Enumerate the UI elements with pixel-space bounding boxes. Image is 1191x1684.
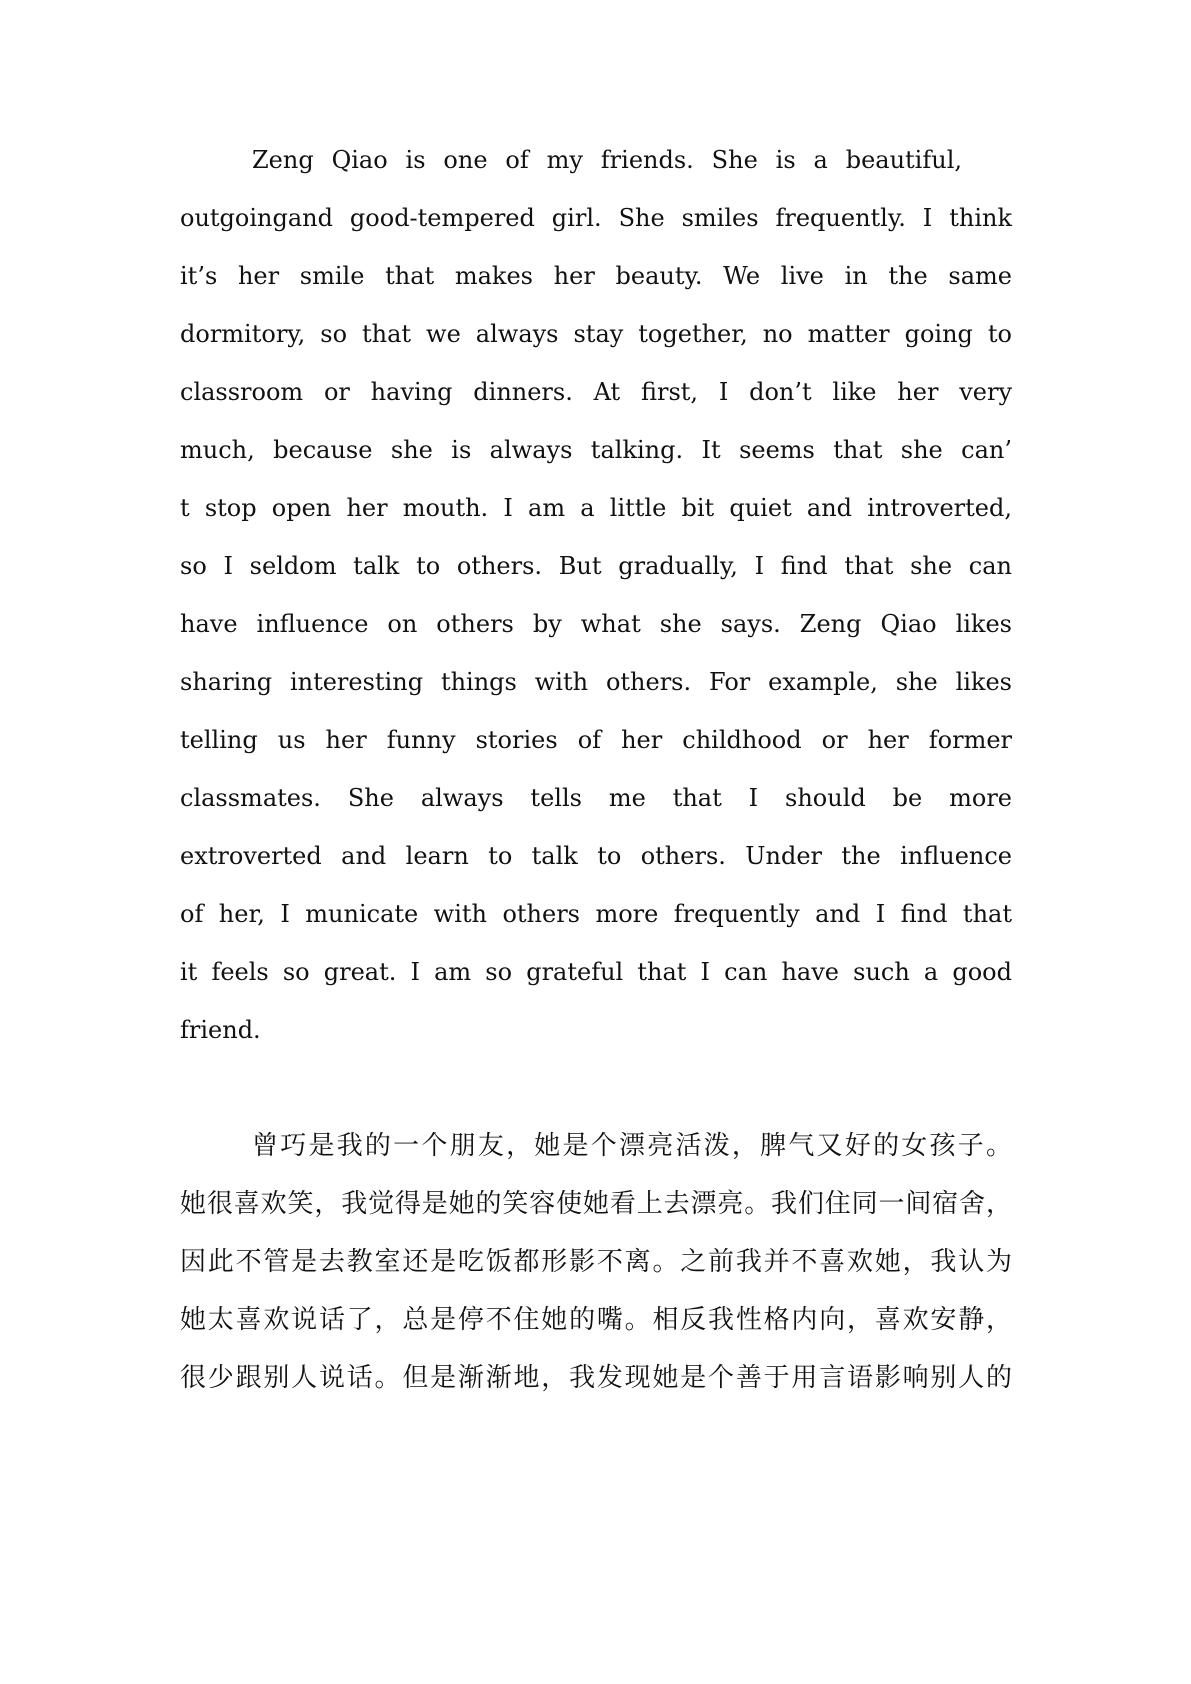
- text-line: much, because she is always talking. It seems that she can’: [180, 436, 1012, 464]
- text-line: telling us her funny stories of her childhood or her former: [180, 726, 1012, 754]
- text-line: dormitory, so that we always stay together, no matter going to: [180, 320, 1012, 348]
- text-line: Zeng Qiao is one of my friends. She is a beautiful,: [252, 146, 962, 174]
- text-line: sharing interesting things with others. For example, she likes: [180, 668, 1012, 696]
- text-line: of her, I municate with others more frequently and I find that: [180, 900, 1012, 928]
- text-line: extroverted and learn to talk to others. Under the influence: [180, 842, 1012, 870]
- text-line: classroom or having dinners. At first, I don’t like her very: [180, 378, 1012, 406]
- text-line: friend.: [180, 1016, 261, 1044]
- text-line: it feels so great. I am so grateful that I can have such a good: [180, 958, 1012, 986]
- text-line: have influence on others by what she says. Zeng Qiao likes: [180, 610, 1012, 638]
- text-line: 因此不管是去教室还是吃饭都形影不离。之前我并不喜欢她，我认为: [180, 1247, 1012, 1277]
- text-line: outgoingand good-tempered girl. She smiles frequently. I think: [180, 204, 1012, 232]
- text-line: 很少跟别人说话。但是渐渐地，我发现她是个善于用言语影响别人的: [180, 1363, 1012, 1393]
- text-line: classmates. She always tells me that I should be more: [180, 784, 1012, 812]
- text-line: t stop open her mouth. I am a little bit quiet and introverted,: [180, 494, 1012, 522]
- text-line: 她很喜欢笑，我觉得是她的笑容使她看上去漂亮。我们住同一间宿舍，: [180, 1189, 1012, 1219]
- text-line: 曾巧是我的一个朋友，她是个漂亮活泼，脾气又好的女孩子。: [252, 1131, 1012, 1161]
- text-line: 她太喜欢说话了，总是停不住她的嘴。相反我性格内向，喜欢安静，: [180, 1305, 1012, 1335]
- text-line: so I seldom talk to others. But gradually, I find that she can: [180, 552, 1012, 580]
- text-line: it’s her smile that makes her beauty. We live in the same: [180, 262, 1012, 290]
